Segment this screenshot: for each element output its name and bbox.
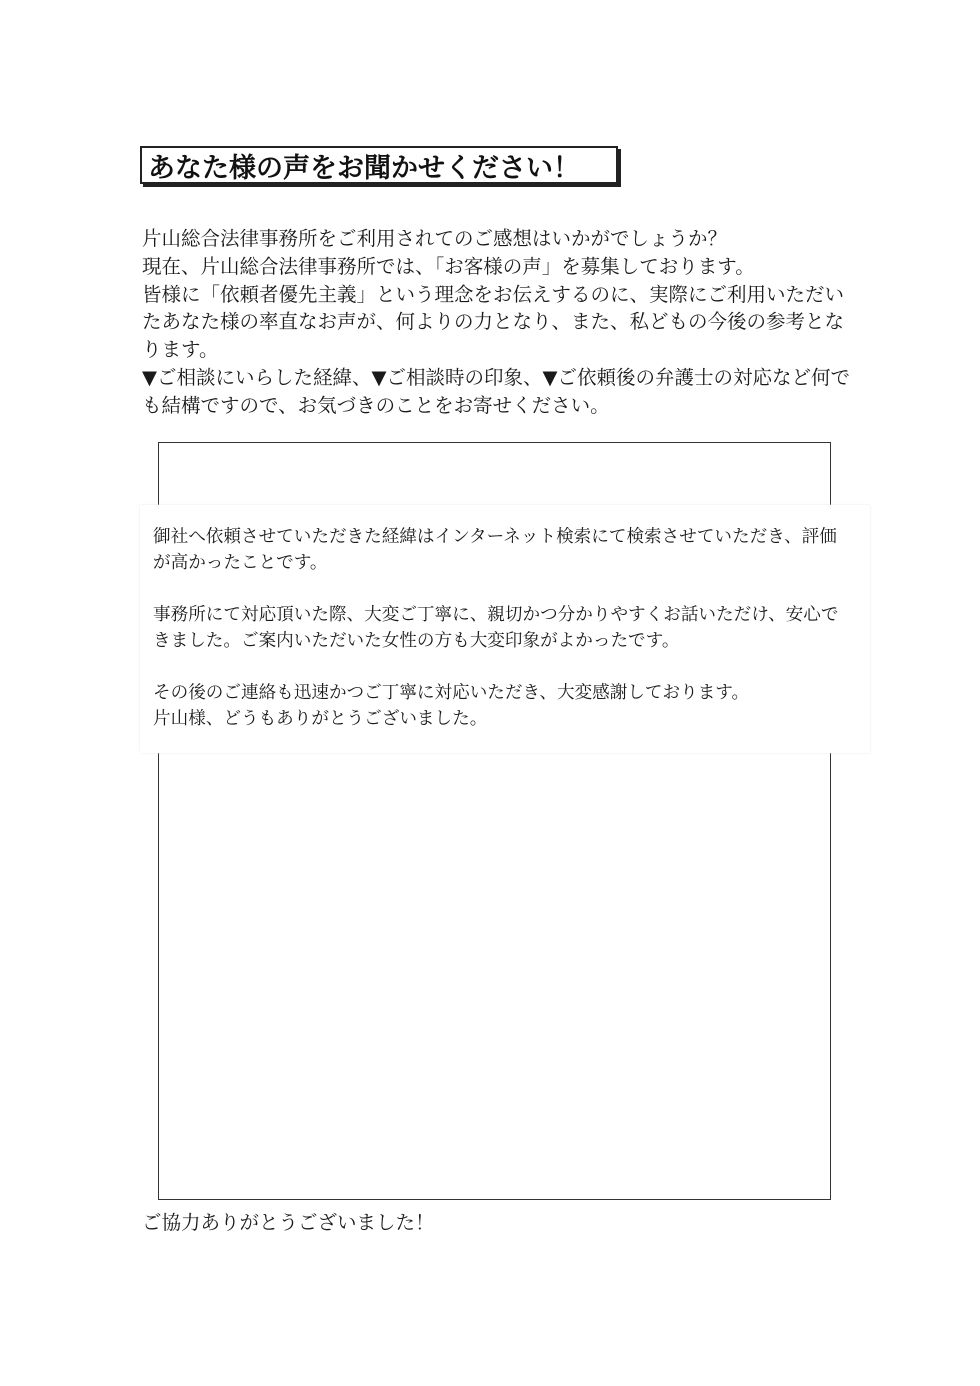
response-paragraph-reason: 御社へ依頼させていただきた経緯はインターネット検索にて検索させていただき、評価が高かったことです。	[153, 527, 837, 573]
intro-line-question: 片山総合法律事務所をご利用されてのご感想はいかがでしょうか？	[142, 227, 728, 250]
intro-text	[142, 225, 862, 420]
response-followup-line: その後のご連絡も迅速かつご丁寧に対応いただき、大変感謝しております。	[153, 683, 750, 703]
response-paragraph-followup	[153, 680, 853, 732]
title-box	[140, 146, 618, 184]
response-text	[153, 524, 853, 732]
response-closing-line: 片山様、どうもありがとうございました。	[153, 709, 488, 729]
intro-line-philosophy: 皆様に「依頼者優先主義」という理念をお伝えするのに、実際にご利用いただいたあなた様の率直なお声が、何よりの力となり、また、私どもの今後の参考となります。	[142, 282, 845, 362]
intro-line-topics: ▼ご相談にいらした経緯、▼ご相談時の印象、▼ご依頼後の弁護士の対応など何でも結構ですので、お気づきのことをお寄せください。	[142, 365, 850, 417]
page-title: あなた様の声をお聞かせください！	[148, 152, 580, 184]
thanks-message: ご協力ありがとうございました！	[142, 1211, 435, 1234]
response-paragraph-impression: 事務所にて対応頂いた際、大変ご丁寧に、親切かつ分かりやすくお話いただけ、安心できました。ご案内いただいた女性の方も大変印象がよかったです。	[153, 605, 839, 651]
intro-line-recruiting: 現在、片山総合法律事務所では、「お客様の声」を募集しております。	[142, 254, 755, 278]
